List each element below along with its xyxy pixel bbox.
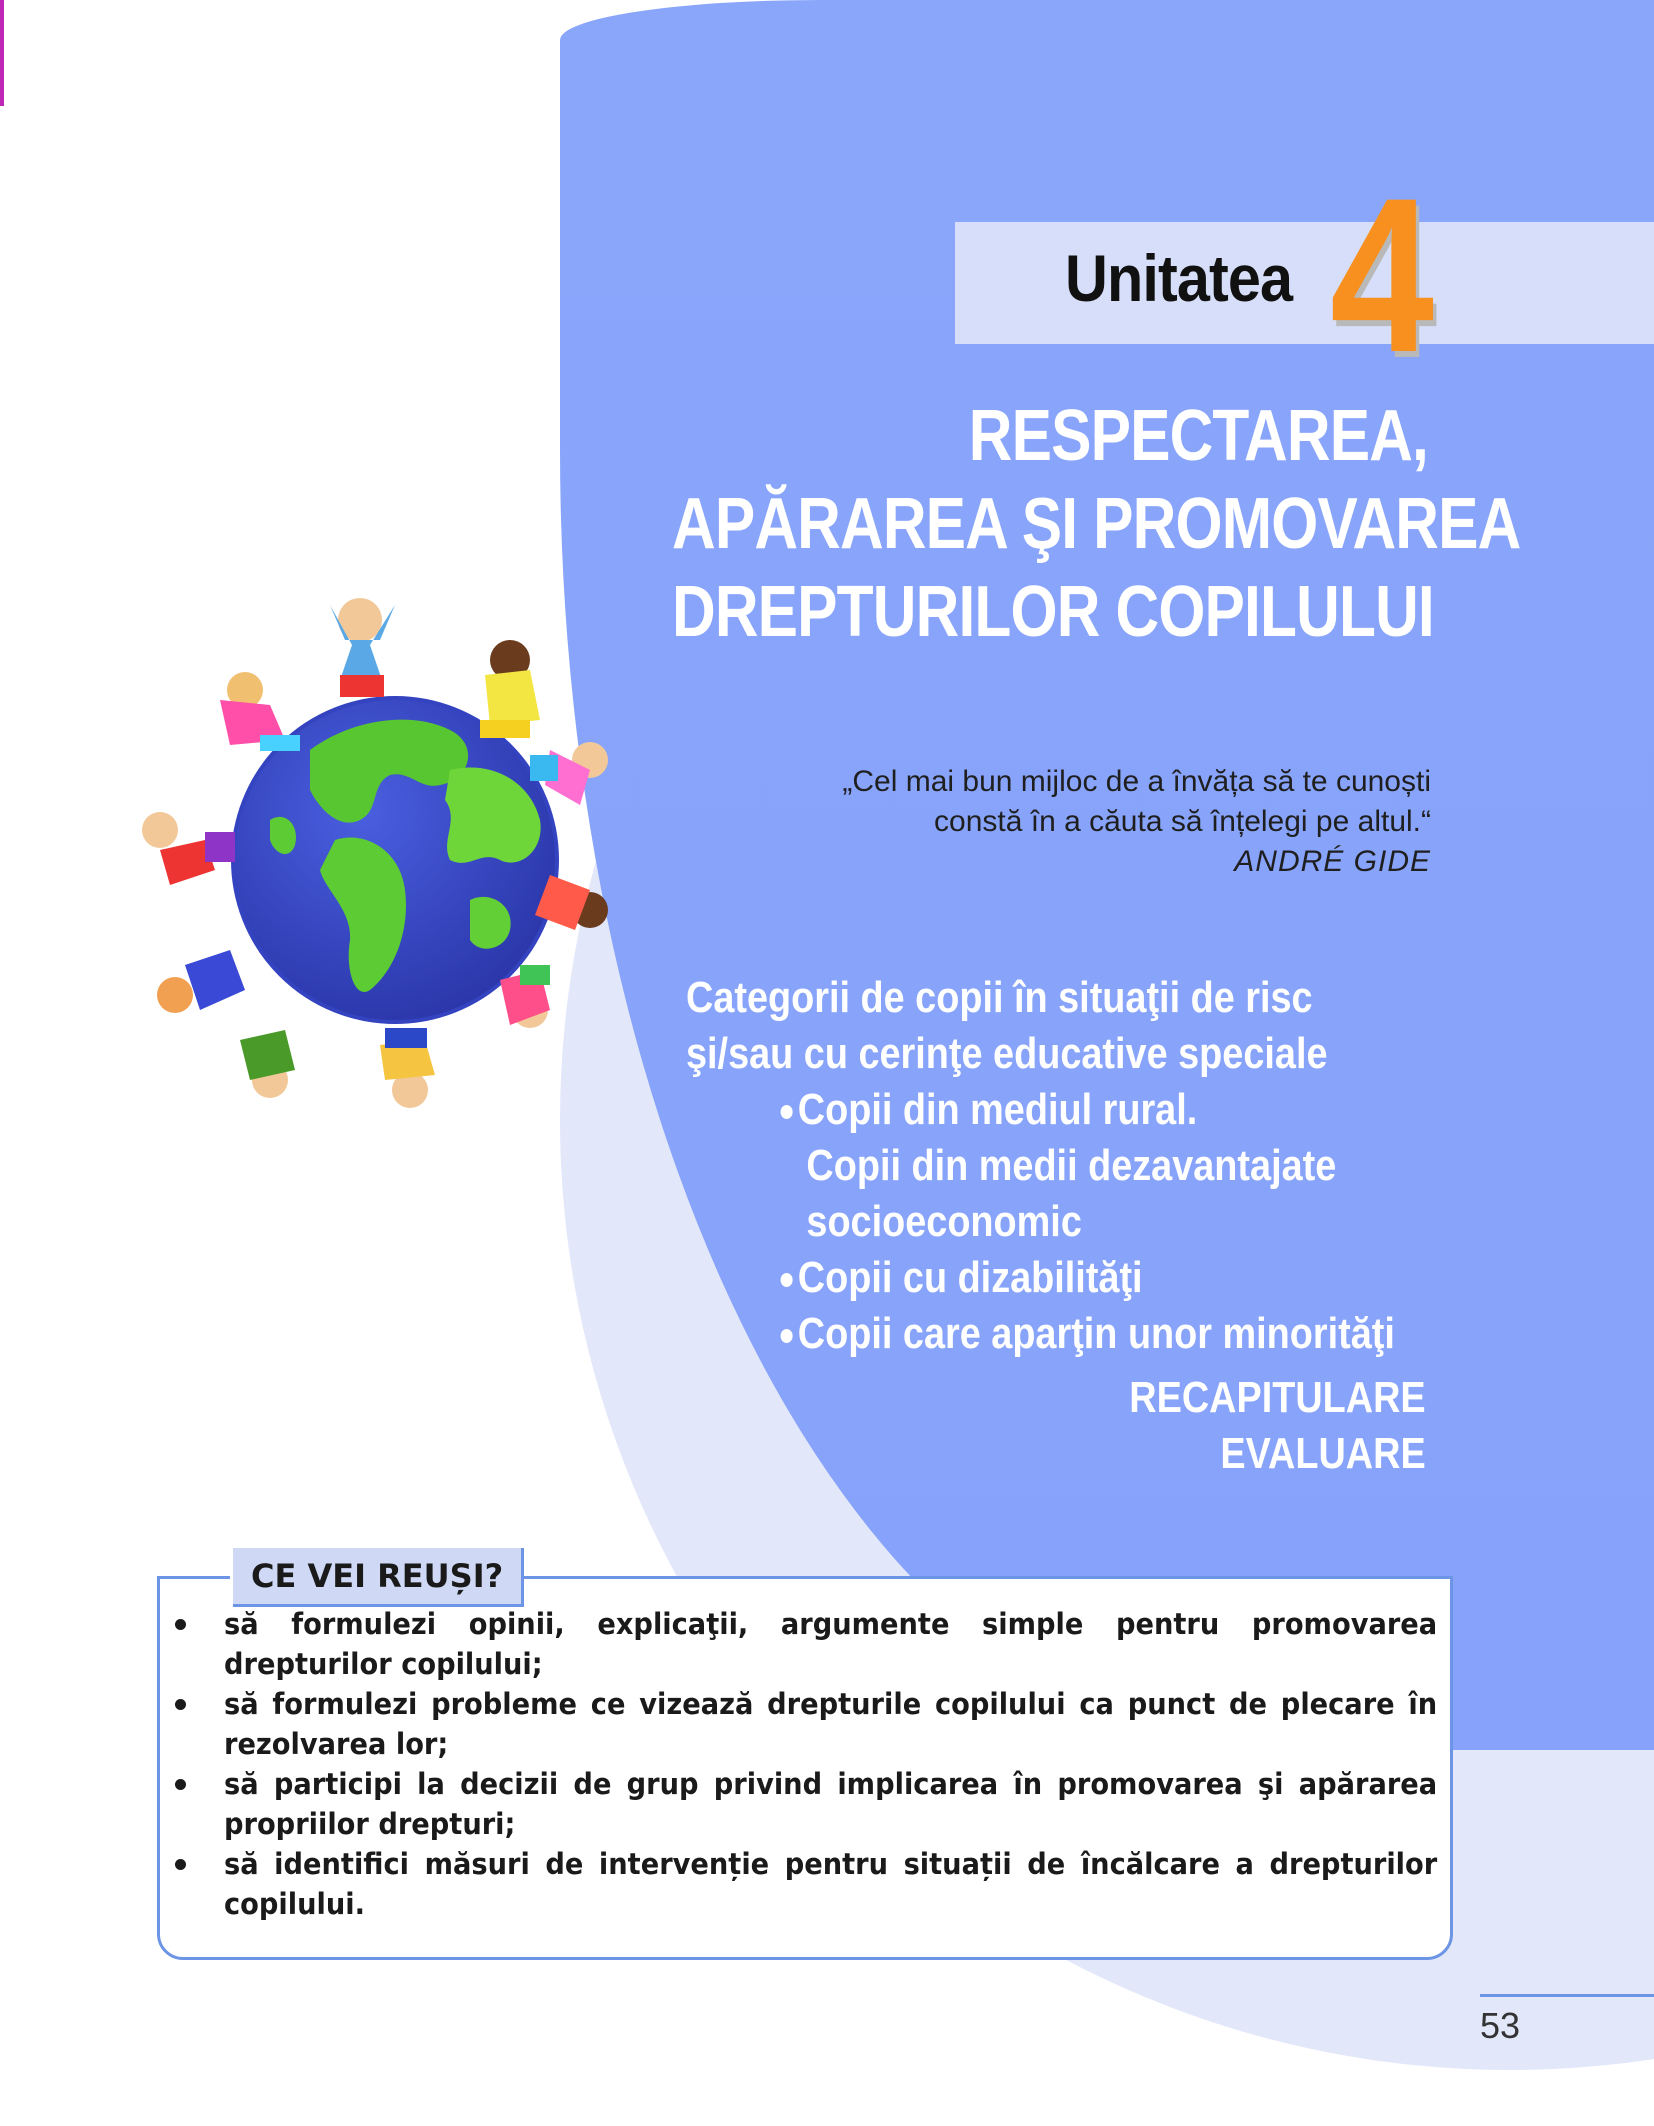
goal-item xyxy=(175,1684,1437,1764)
recap-block xyxy=(1130,1370,1426,1482)
category-item xyxy=(686,1250,1340,1306)
child-figure-icon xyxy=(330,598,395,697)
category-item xyxy=(686,1306,1395,1362)
quote-author: ANDRÉ GIDE xyxy=(1234,845,1431,878)
page-number: 53 xyxy=(1480,2005,1521,2046)
unit-header-band xyxy=(955,222,1654,344)
title-line: DREPTURILOR COPILULUI xyxy=(672,572,1434,652)
title-line: APĂRAREA ŞI PROMOVAREA xyxy=(672,484,1521,564)
goal-item xyxy=(175,1844,1437,1924)
categories-heading-line: Categorii de copii în situaţii de risc xyxy=(686,973,1313,1022)
unit-number: 4 xyxy=(1330,152,1435,398)
goal-text: să formulezi opinii, explicaţii, argumente simple pentru promovarea drepturilor copilului; xyxy=(224,1607,1438,1681)
unit-label: Unitatea xyxy=(1065,241,1293,315)
recap-label: RECAPITULARE xyxy=(1129,1373,1426,1422)
category-item-continuation: Copii din medii dezavantajate xyxy=(806,1141,1337,1190)
bullet-icon xyxy=(175,1619,186,1630)
child-figure-icon xyxy=(220,672,300,751)
quote-line: constă în a căuta să înțelegi pe altul.“ xyxy=(934,805,1431,838)
bullet-icon xyxy=(175,1779,186,1790)
category-item-text: Copii care aparţin unor minorităţi xyxy=(797,1309,1395,1358)
child-figure-icon xyxy=(142,812,235,885)
bullet-icon xyxy=(781,1273,793,1287)
child-figure-icon xyxy=(480,640,540,738)
page-title xyxy=(672,392,1521,656)
evaluation-label: EVALUARE xyxy=(1220,1429,1426,1478)
goal-text: să identifici măsuri de intervenție pentru situații de încălcare a drepturilor copilului. xyxy=(224,1847,1438,1921)
category-item-continuation: socioeconomic xyxy=(806,1197,1082,1246)
bullet-icon xyxy=(175,1859,186,1870)
child-figure-icon xyxy=(157,950,245,1013)
categories-heading-line: şi/sau cu cerinţe educative speciale xyxy=(686,1029,1328,1078)
goals-list xyxy=(175,1604,1437,1924)
goal-text: să participi la decizii de grup privind implicarea în promovarea şi apărarea propriilor drepturi; xyxy=(224,1767,1438,1841)
bullet-icon xyxy=(781,1105,793,1119)
quote-line: „Cel mai bun mijloc de a învăța să te cunoști xyxy=(842,765,1431,798)
child-figure-icon xyxy=(380,1028,435,1108)
child-figure-icon xyxy=(240,1030,295,1098)
bullet-icon xyxy=(175,1699,186,1710)
goals-title: CE VEI REUȘI? xyxy=(230,1545,521,1604)
bullet-icon xyxy=(781,1329,793,1343)
category-item xyxy=(686,1082,1340,1138)
quote-block xyxy=(731,762,1431,882)
goal-item xyxy=(175,1764,1437,1844)
goal-text: să formulezi probleme ce vizează drepturile copilului ca punct de plecare în rezolvarea lor; xyxy=(224,1687,1438,1761)
globe-children-illustration xyxy=(120,570,680,1150)
category-item-text: Copii cu dizabilităţi xyxy=(797,1253,1143,1302)
corner-mark xyxy=(0,0,4,106)
categories-block xyxy=(686,970,1446,1362)
title-line: RESPECTAREA, xyxy=(968,396,1428,476)
goal-item xyxy=(175,1604,1437,1684)
category-item-text: Copii din mediul rural. xyxy=(797,1085,1198,1134)
page-number-rule xyxy=(1480,1994,1654,1997)
